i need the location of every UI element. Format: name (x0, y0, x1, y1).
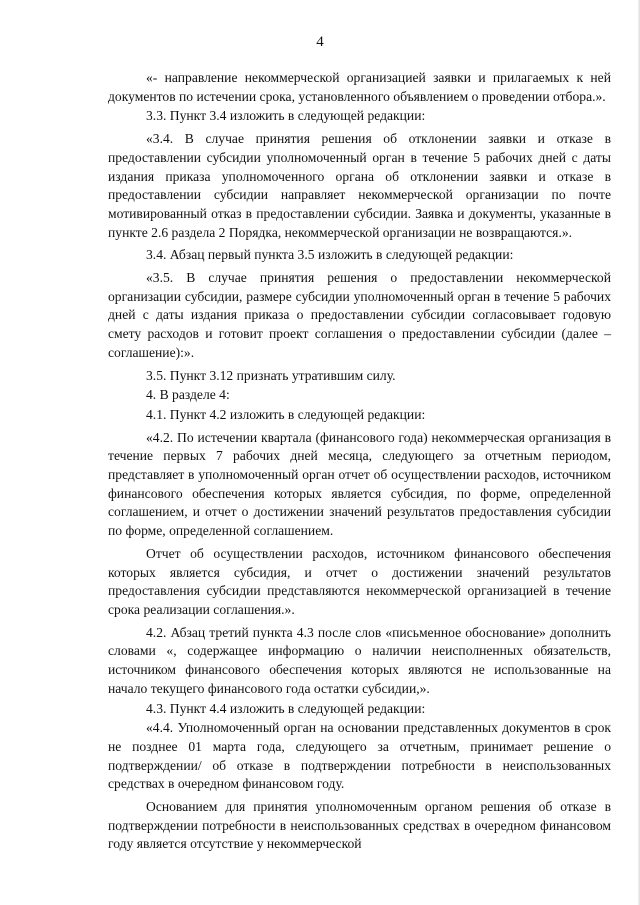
paragraph: Отчет об осуществлении расходов, источником финансового обеспечения которых является субсидия, и отчет о достижении значений результатов предоставления субсидии представляются некоммерческой организацией в течение срока реализации соглашения.». (108, 545, 611, 617)
paragraph: 4.2. Абзац третий пункта 4.3 после слов «письменное обоснование» дополнить словами «, содержащее информацию о наличии неисполненных обязательств, источником финансового обеспечения которых являются не использованные на начало текущего финансового года остатки субсидии,». (108, 624, 611, 696)
paragraph: «4.2. По истечении квартала (финансового года) некоммерческая организация в течение первых 7 рабочих дней месяца, следующего за отчетным периодом, представляет в уполномоченный орган отчет об осуществлении расходов, источником финансового обеспечения которых является субсидия, по форме, определенной соглашением, и отчет о достижении значений результатов предоставления субсидии по форме, определенной соглашением. (108, 429, 611, 539)
document-body (108, 69, 611, 854)
paragraph: 3.3. Пункт 3.4 изложить в следующей редакции: (146, 108, 426, 124)
paragraph: 4. В разделе 4: (146, 387, 230, 403)
paragraph: «- направление некоммерческой организацией заявки и прилагаемых к ней документов по истечении срока, установленного объявлением о проведении отбора.». (108, 70, 611, 104)
page-number: 4 (316, 34, 324, 50)
paragraph: «4.4. Уполномоченный орган на основании представленных документов в срок не позднее 01 марта года, следующего за отчетным, принимает решение о подтверждении/ об отказе в подтверждении потребности в неиспользованных средствах в очередном финансовом году. (108, 720, 611, 792)
paragraph: 4.1. Пункт 4.2 изложить в следующей редакции: (146, 406, 426, 422)
paragraph: «3.5. В случае принятия решения о предоставлении некоммерческой организации субсидии, размере субсидии уполномоченный орган в течение 5 рабочих дней с даты издания приказа о предоставлении субсидии согласовывает годовую смету расходов и готовит проект соглашения о предоставлении субсидии (далее – соглашение):». (108, 270, 611, 360)
paragraph: 3.5. Пункт 3.12 признать утратившим силу. (146, 367, 396, 383)
paragraph: 3.4. Абзац первый пункта 3.5 изложить в следующей редакции: (146, 247, 514, 263)
paragraph: Основанием для принятия уполномоченным органом решения об отказе в подтверждении потребности в неиспользованных средствах в очередном финансовом году является отсутствие у некоммерческой (108, 799, 611, 852)
paragraph: «3.4. В случае принятия решения об отклонении заявки и отказе в предоставлении субсидии уполномоченный орган в течение 5 рабочих дней с даты издания приказа уполномоченного органа об отклонении заявки и отказе в предоставлении субсидии направляет некоммерческой организации по почте мотивированный отказ в предоставлении субсидии. Заявка и документы, указанные в пункте 2.6 раздела 2 Порядка, некоммерческой организации не возвращаются.». (108, 131, 611, 240)
paragraph: 4.3. Пункт 4.4 изложить в следующей редакции: (146, 700, 426, 716)
